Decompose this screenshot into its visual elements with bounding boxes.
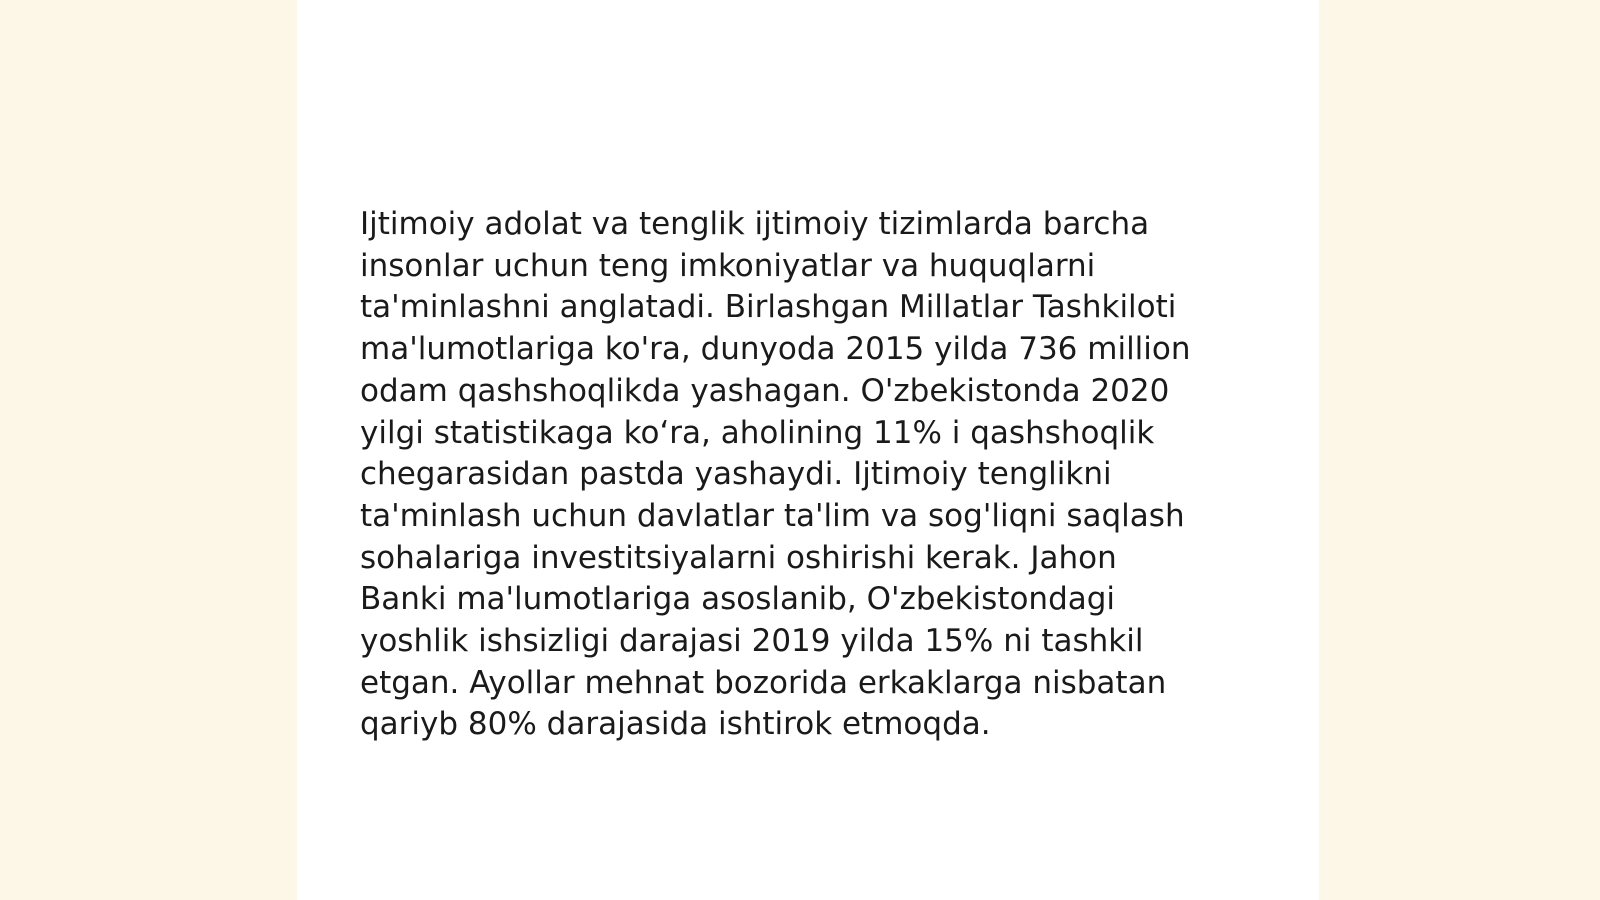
right-margin-background <box>1319 0 1600 900</box>
paragraph-line: odam qashshoqlikda yashagan. O'zbekistonda 2020 <box>360 372 1170 409</box>
paragraph-line: ma'lumotlariga ko'ra, dunyoda 2015 yilda 736 million <box>360 331 1191 368</box>
paragraph-line: Ijtimoiy adolat va tenglik ijtimoiy tizimlarda barcha <box>360 206 1150 242</box>
paragraph-line: yoshlik ishsizligi darajasi 2019 yilda 15% ni tashkil <box>360 623 1144 660</box>
paragraph-line: sohalariga investitsiyalarni oshirishi kerak. Jahon <box>360 539 1117 576</box>
paragraph-line: etgan. Ayollar mehnat bozorida erkaklarga nisbatan <box>360 664 1167 701</box>
paragraph-line: Banki ma'lumotlariga asoslanib, O'zbekistondagi <box>360 581 1116 618</box>
paragraph-line: ta'minlash uchun davlatlar ta'lim va sog'liqni saqlash <box>360 497 1185 534</box>
paragraph-line: qariyb 80% darajasida ishtirok etmoqda. <box>360 706 991 743</box>
paragraph-line: chegarasidan pastda yashaydi. Ijtimoiy tenglikni <box>360 456 1112 493</box>
document-page <box>297 0 1319 900</box>
body-paragraph <box>360 204 1260 746</box>
paragraph-line: yilgi statistikaga ko‘ra, aholining 11% i qashshoqlik <box>360 414 1155 451</box>
paragraph-line: insonlar uchun teng imkoniyatlar va huquqlarni <box>360 247 1096 284</box>
paragraph-line: ta'minlashni anglatadi. Birlashgan Millatlar Tashkiloti <box>360 289 1177 326</box>
left-margin-background <box>0 0 297 900</box>
